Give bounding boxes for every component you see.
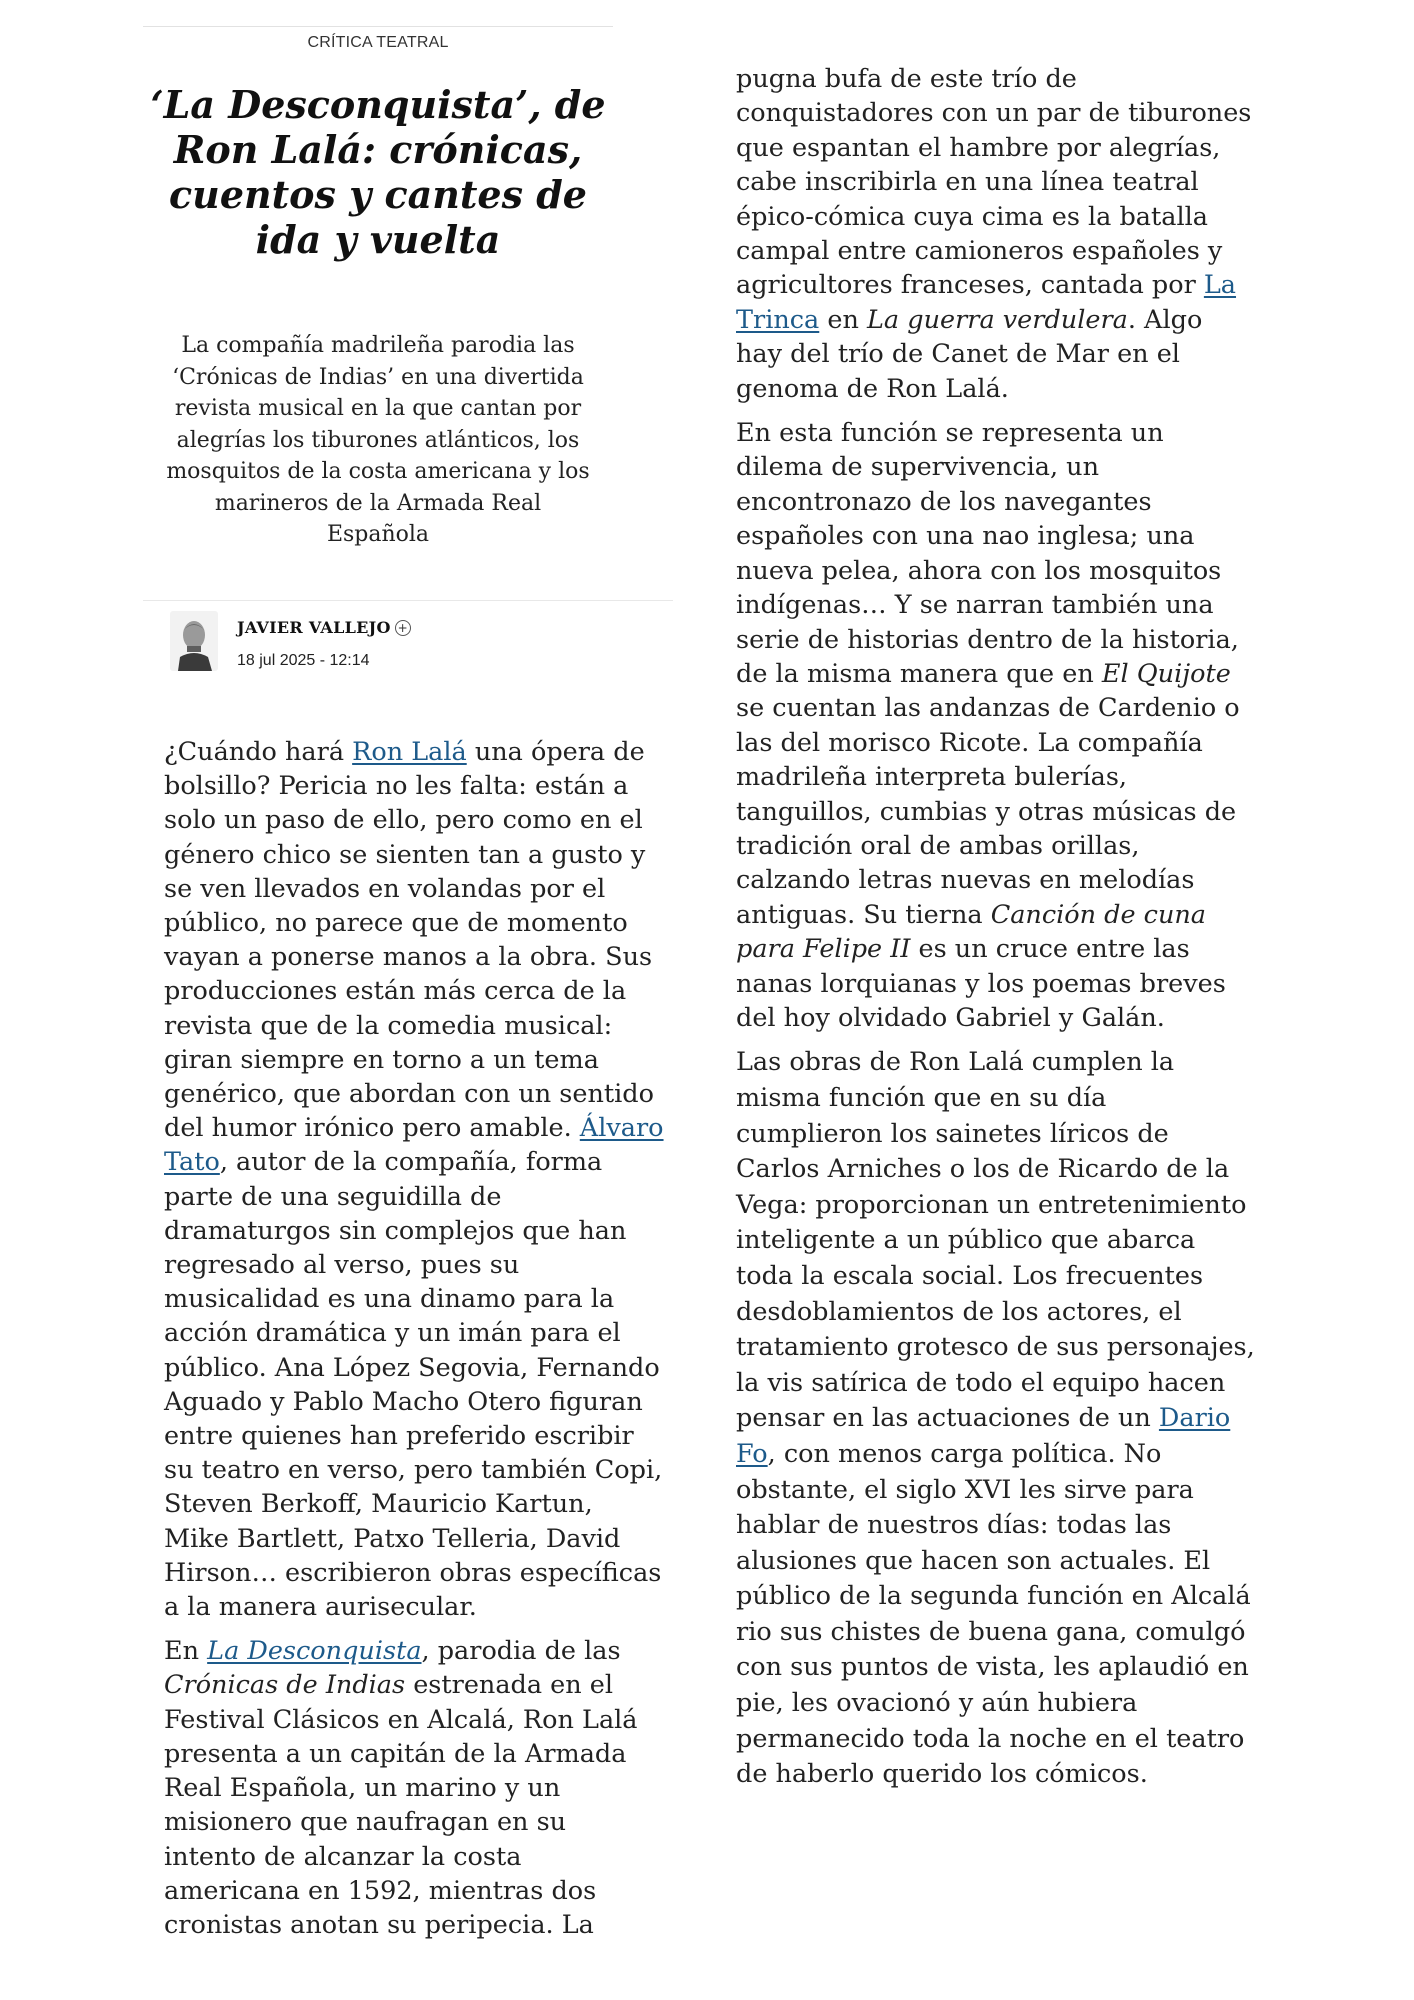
- section-label[interactable]: CRÍTICA TEATRAL: [307, 34, 449, 51]
- byline-divider: [143, 600, 673, 601]
- text: estrenada en el Festival Clásicos en Alcalá, Ron Lalá presenta a un capitán de la Armada Real Española, un marino y un misionero que naufragan en su intento de alcanzar la costa americana en 1592, mientras dos cronistas anotan su peripecia. La: [164, 1670, 638, 1940]
- author-name-text[interactable]: JAVIER VALLEJO: [237, 618, 391, 637]
- paragraph-1: [164, 735, 664, 1624]
- article-body-right: [736, 62, 1256, 1803]
- author-avatar[interactable]: [170, 611, 218, 671]
- paragraph-2-continued: [736, 62, 1256, 406]
- text: , autor de la compañía, forma parte de una seguidilla de dramaturgos sin complejos que han regresado al verso, pues su musicalidad es una dinamo para la acción dramática y un imán para el público. Ana López Segovia, Fernando Aguado y Pablo Macho Otero figuran entre quienes han preferido escribir su teatro en verso, pero también Copi, Steven Berkoff, Mauricio Kartun, Mike Bartlett, Patxo Telleria, David Hirson… escribieron obras específicas a la manera aurisecular.: [164, 1147, 663, 1623]
- publish-date: 18 jul 2025 - 12:14: [237, 652, 370, 669]
- text: pugna bufa de este trío de conquistadores con un par de tiburones que espantan el hambre por alegrías, cabe inscribirla en una línea teatral épico-cómica cuya cima es la batalla campal entre camioneros españoles y agricultores franceses, cantada por: [736, 64, 1252, 301]
- link-la-desconquista[interactable]: [207, 1636, 421, 1666]
- link-text[interactable]: La Desconquista: [207, 1636, 422, 1667]
- subheadline: La compañía madrileña parodia las ‘Crónicas de Indias’ en una divertida revista musical en la que cantan por alegrías los tiburones atlánticos, los mosquitos de la costa americana y los marineros de la Armada Real Española: [166, 333, 590, 547]
- text: En esta función se representa un dilema de supervivencia, un encontronazo de los navegantes españoles con una nao inglesa; una nueva pelea, ahora con los mosquitos indígenas… Y se narran también una serie de historias dentro de la historia, de la misma manera que en: [736, 418, 1239, 689]
- paragraph-2-start: [164, 1634, 664, 1942]
- italic-title: La guerra verdulera: [867, 304, 1128, 335]
- text: Las obras de Ron Lalá cumplen la misma función que en su día cumplieron los sainetes líricos de Carlos Arniches o los de Ricardo de la Vega: proporcionan un entretenimiento inteligente a un público que abarca toda la escala social. Los frecuentes desdoblamientos de los actores, el tratamiento grotesco de sus personajes, la vis satírica de todo el equipo hacen pensar en las actuaciones de un: [736, 1047, 1255, 1434]
- text: . Algo hay del trío de Canet de Mar en el genoma de Ron Lalá.: [736, 304, 1203, 404]
- text: se cuentan las andanzas de Cardenio o las del morisco Ricote. La compañía madrileña interpreta bulerías, tanguillos, cumbias y otras músicas de tradición oral de ambas orillas, calzando letras nuevas en melodías antiguas. Su tierna: [736, 693, 1240, 930]
- italic-title: Canción de cuna para Felipe II: [736, 899, 1207, 965]
- paragraph-4: [736, 1045, 1256, 1792]
- text: , con menos carga política. No obstante, el siglo XVI les sirve para hablar de nuestros días: todas las alusiones que hacen son actuales. El público de la segunda función en Alcalá rio sus chistes de buena gana, comulgó con sus puntos de vista, les aplaudió en pie, les ovacionó y aún hubiera permanecido toda la noche en el teatro de haberlo querido los cómicos.: [736, 1438, 1251, 1790]
- text: una ópera de bolsillo? Pericia no les falta: están a solo un paso de ello, pero como en el género chico se sienten tan a gusto y se ven llevados en volandas por el público, no parece que de momento vayan a ponerse manos a la obra. Sus producciones están más cerca de la revista que de la comedia musical: giran siempre en torno a un tema genérico, que abordan con un sentido del humor irónico pero amable.: [164, 737, 654, 1144]
- link-dario-fo[interactable]: Dario Fo: [736, 1403, 1231, 1469]
- headline: ‘La Desconquista’, de Ron Lalá: crónicas, cuentos y cantes de ida y vuelta: [150, 82, 606, 262]
- link-alvaro-tato[interactable]: Álvaro Tato: [164, 1113, 664, 1178]
- paragraph-3: [736, 416, 1256, 1035]
- top-divider: [143, 26, 613, 27]
- text: es un cruce entre las nanas lorquianas y los poemas breves del hoy olvidado Gabriel y Galán.: [736, 934, 1226, 1033]
- italic-title: Crónicas de Indias: [164, 1670, 406, 1701]
- text: en: [819, 304, 867, 335]
- text: , parodia de las: [421, 1636, 621, 1667]
- link-ron-lala[interactable]: Ron Lalá: [352, 737, 467, 767]
- italic-title: El Quijote: [1101, 658, 1231, 689]
- article-body-left: [164, 735, 664, 1952]
- text: ¿Cuándo hará: [164, 737, 353, 767]
- link-la-trinca[interactable]: La Trinca: [736, 270, 1237, 335]
- text: En: [164, 1636, 208, 1667]
- author-name[interactable]: [237, 618, 411, 637]
- follow-plus-icon[interactable]: +: [395, 620, 411, 636]
